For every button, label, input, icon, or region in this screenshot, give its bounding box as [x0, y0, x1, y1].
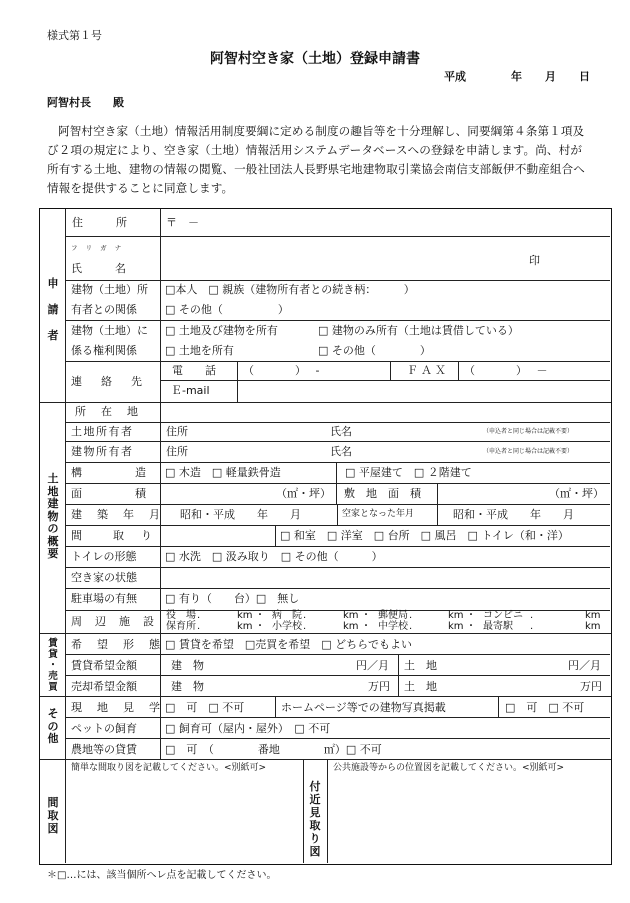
facility-token: km [237, 610, 253, 621]
floors-options[interactable]: □ 平屋建て □ ２階建て [345, 466, 472, 479]
date-year: 年 [511, 70, 522, 83]
state-label: 空き家の状態 [71, 571, 137, 584]
building-owner-label: 建物所有者 [71, 445, 134, 458]
facility-token: km [448, 610, 464, 621]
relation-option-2[interactable]: □ その他（ ） [165, 303, 289, 316]
facility-token: . [303, 610, 307, 621]
vacant-label: 空家となった年月 [342, 509, 415, 519]
layout-label: 間 取 り [71, 529, 155, 542]
facility-token: 小学校 [272, 621, 302, 632]
facility-token: km [448, 621, 464, 632]
photo-options[interactable]: □ 可 □ 不可 [505, 701, 585, 714]
sale-label: 売却希望金額 [71, 680, 137, 693]
facilities-label: 周 辺 施 設 [71, 615, 155, 628]
facility-token: ・ [255, 621, 265, 632]
rights-option-1[interactable]: □ 土地及び建物を所有 [165, 324, 278, 337]
rights-label-1: 建物（土地）に [71, 324, 148, 337]
tel-label: 電 話 [172, 364, 216, 377]
address-label: 住 所 [72, 216, 127, 229]
rent-land-word: 土 地 [404, 659, 437, 672]
section-map: 付 近 見 取 り 図 [309, 780, 321, 858]
map-note: 公共施設等からの位置図を記載してください。<別紙可> [333, 763, 565, 773]
sale-building-word: 建 物 [171, 680, 204, 693]
pet-options[interactable]: □ 飼育可（屋内・屋外） □ 不可 [165, 722, 331, 735]
area-unit: （㎡・坪） [276, 487, 331, 500]
section-other: そ の 他 [47, 707, 59, 745]
land-owner-name: 氏名 [330, 425, 352, 438]
pet-label: ペットの飼育 [71, 722, 137, 735]
toilet-options[interactable]: □ 水洗 □ 汲み取り □ その他（ ） [165, 550, 383, 563]
facility-token: km [343, 610, 359, 621]
structure-label: 構 造 [71, 466, 151, 479]
viewing-label: 現 地 見 学 [71, 701, 162, 714]
seal-mark: 印 [529, 254, 540, 267]
sale-land-unit: 万円 [580, 680, 602, 693]
page-title: 阿智村空き家（土地）登録申請書 [210, 51, 420, 67]
hope-label: 希 望 形 態 [71, 638, 162, 651]
intro-paragraph: 阿智村空き家（土地）情報活用制度要綱に定める制度の趣旨等を十分理解し、同要綱第４条第１項及び２項の規定により、空き家（土地）情報活用システムデータベースへの登録を申請します。尚、村が所有する土地、建物の情報の閲覧、一般社団法人長野県宅地建物取引業協会南信支部飯伊不動産組合へ情報を提供することに同意します。 [47, 124, 585, 195]
sale-building-unit: 万円 [368, 680, 390, 693]
land-owner-note: （申込者と同じ場合は記載不要） [483, 428, 574, 435]
facility-token: 保育所 [166, 621, 196, 632]
facility-token: km [237, 621, 253, 632]
contact-label: 連 絡 先 [71, 375, 146, 388]
relation-label-1: 建物（土地）所 [71, 283, 148, 296]
facility-token: km [585, 621, 601, 632]
rights-option-4[interactable]: □ その他（ ） [318, 344, 431, 357]
email-label: Ｅ-mail [171, 384, 210, 397]
facility-token: 郵便局 [378, 610, 408, 621]
facility-token: . [197, 621, 201, 632]
parking-label: 駐車場の有無 [71, 592, 137, 605]
facility-token: ・ [466, 621, 476, 632]
area-label: 面 積 [71, 487, 151, 500]
facility-token: コンビニ [483, 610, 523, 621]
facility-token: . [197, 610, 201, 621]
structure-options[interactable]: □ 木造 □ 軽量鉄骨造 [165, 466, 281, 479]
rights-label-2: 係る権利関係 [71, 344, 137, 357]
facility-token: ・ [466, 610, 476, 621]
vacant-value: 昭和・平成 年 月 [453, 508, 574, 521]
form-number: 様式第１号 [47, 29, 102, 42]
facility-token: 中学校 [378, 621, 408, 632]
rights-option-3[interactable]: □ 土地を所有 [165, 344, 234, 357]
built-value: 昭和・平成 年 月 [180, 508, 301, 521]
land-owner-address: 住所 [166, 425, 188, 438]
layout-options[interactable]: □ 和室 □ 洋室 □ 台所 □ 風呂 □ トイレ（和・洋） [280, 529, 569, 542]
postal-field[interactable]: 〒 － [166, 216, 199, 229]
toilet-label: トイレの形態 [71, 550, 137, 563]
building-owner-note: （申込者と同じ場合は記載不要） [483, 448, 574, 455]
footnote: ＊□…には、該当個所へレ点を記載してください。 [47, 870, 277, 881]
facility-token: ・ [361, 610, 371, 621]
facility-token: ・ [361, 621, 371, 632]
rights-option-2[interactable]: □ 建物のみ所有（土地は賃借している） [318, 324, 519, 337]
building-owner-address: 住所 [166, 445, 188, 458]
section-rent: 賃 貸 ・ 売 買 [48, 638, 58, 693]
rent-building-unit: 円／月 [356, 659, 389, 672]
building-owner-name: 氏名 [330, 445, 352, 458]
facility-token: 最寄駅 [483, 621, 513, 632]
photo-label: ホームページ等での建物写真掲載 [281, 701, 446, 714]
addressee: 阿智村長 殿 [47, 96, 124, 109]
farm-options[interactable]: □ 可 （ 番地 ㎡）□ 不可 [165, 743, 382, 756]
date-day: 日 [579, 70, 590, 83]
location-label: 所 在 地 [75, 405, 140, 418]
relation-option-1[interactable]: □本人 □ 親族（建物所有者との続き柄： ） [165, 283, 415, 296]
rent-building-word: 建 物 [171, 659, 204, 672]
tel-field[interactable]: （ ） - [243, 364, 322, 377]
facility-token: ・ [255, 610, 265, 621]
site-area-unit: （㎡・坪） [549, 487, 604, 500]
facility-token: 病 院 [272, 610, 302, 621]
hope-options[interactable]: □ 賃貸を希望 □売買を希望 □ どちらでもよい [165, 638, 413, 651]
parking-options[interactable]: □ 有り（ 台）□ 無し [165, 592, 300, 605]
furigana-label: フ リ ガ ナ [71, 244, 125, 252]
rent-land-unit: 円／月 [568, 659, 601, 672]
viewing-options[interactable]: □ 可 □ 不可 [165, 701, 245, 714]
facility-token: . [409, 621, 413, 632]
facility-token: km [343, 621, 359, 632]
section-applicant: 申 請 者 [47, 277, 59, 342]
rent-label: 賃貸希望金額 [71, 659, 137, 672]
built-label: 建 築 年 月 [71, 508, 162, 521]
section-floorplan: 間 取 図 [47, 796, 59, 835]
floorplan-note: 簡単な間取り図を記載してください。<別紙可> [71, 763, 267, 773]
facility-token: . [303, 621, 307, 632]
facility-token: . [530, 610, 534, 621]
facility-token: km [585, 610, 601, 621]
facility-token: 役 場 [166, 610, 196, 621]
fax-label: ＦＡＸ [407, 364, 449, 377]
land-owner-label: 土地所有者 [71, 425, 134, 438]
sale-land-word: 土 地 [404, 680, 437, 693]
relation-label-2: 有者との関係 [71, 303, 137, 316]
farm-label: 農地等の貸賃 [71, 743, 137, 756]
site-area-label: 敷 地 面 積 [344, 487, 421, 500]
date-era: 平成 [444, 70, 466, 83]
fax-field[interactable]: （ ） － [464, 364, 550, 377]
facility-token: . [409, 610, 413, 621]
date-month: 月 [545, 70, 556, 83]
facility-token: . [530, 621, 534, 632]
section-property: 土 地 建 物 の 概 要 [47, 472, 59, 560]
name-label: 氏 名 [71, 262, 126, 275]
